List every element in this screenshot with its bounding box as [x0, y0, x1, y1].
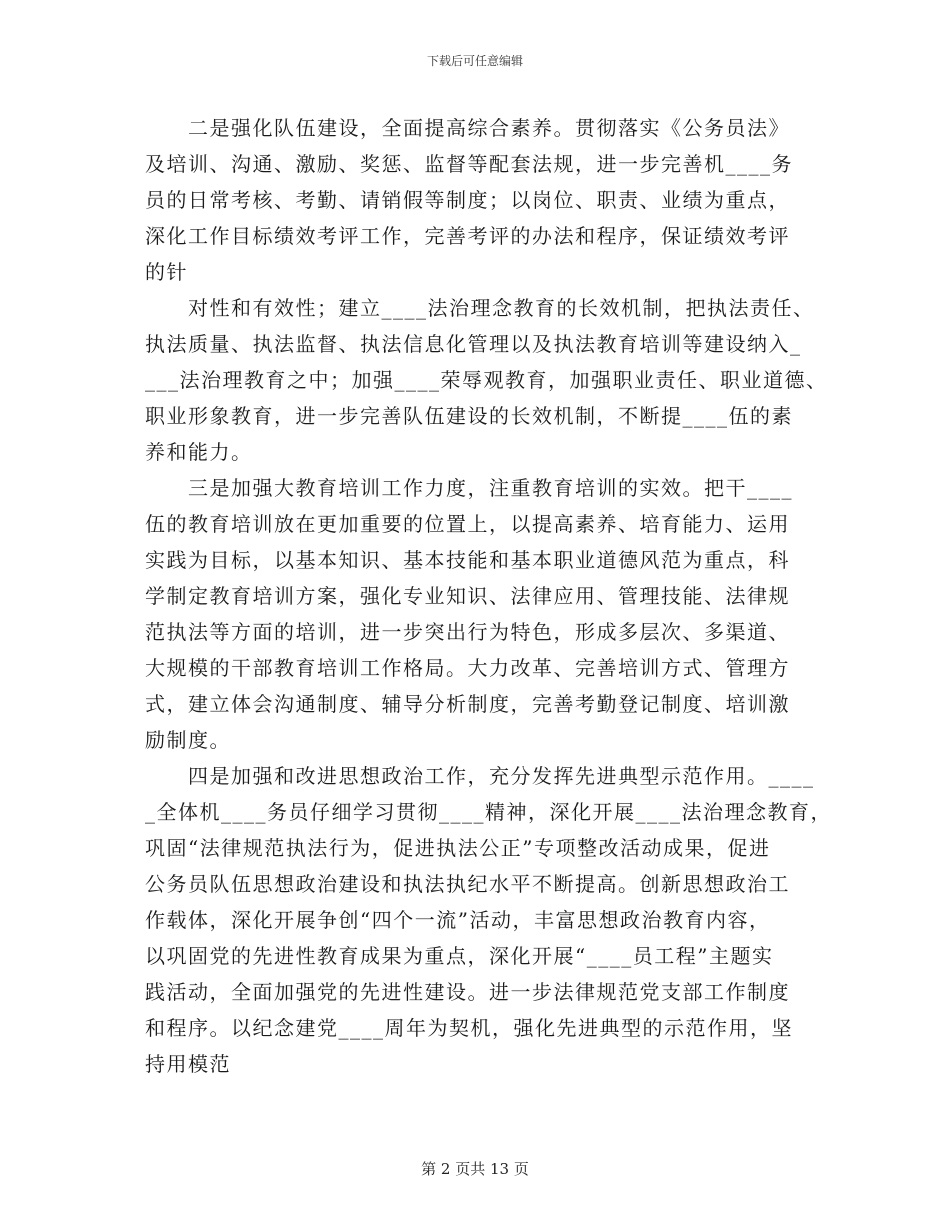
text-line: 式，建立体会沟通制度、辅导分析制度，完善考勤登记制度、培训激: [145, 692, 790, 716]
paragraph-1: [145, 110, 815, 290]
text-line: 巩固“法律规范执法行为，促进执法公正”专项整改活动成果，促进: [145, 836, 771, 860]
text-line: 励制度。: [145, 728, 231, 752]
text-line: 深化工作目标绩效考评工作，完善考评的办法和程序，保证绩效考评: [145, 224, 790, 248]
text-line: 公务员队伍思想政治建设和执法执纪水平不断提高。创新思想政治工: [145, 872, 790, 896]
text-line: 作载体，深化开展争创“四个一流”活动，丰富思想政治教育内容，: [145, 908, 771, 932]
text-line: 大规模的干部教育培训工作格局。大力改革、完善培训方式、管理方: [145, 656, 790, 680]
document-body: [145, 110, 832, 1082]
text-line: 员的日常考核、考勤、请销假等制度；以岗位、职责、业绩为重点，: [145, 188, 790, 212]
text-line: 范执法等方面的培训，进一步突出行为特色，形成多层次、多渠道、: [145, 620, 790, 644]
text-line: 伍的教育培训放在更加重要的位置上，以提高素养、培育能力、运用: [145, 512, 790, 536]
text-line: 执法质量、执法监督、执法信息化管理以及执法教育培训等建设纳入_: [145, 332, 802, 356]
header-note: 下载后可任意编辑: [426, 54, 523, 68]
text-line: 养和能力。: [145, 440, 253, 464]
text-line: 三是加强大教育培训工作力度，注重教育培训的实效。把干____: [145, 476, 793, 500]
text-line: 对性和有效性；建立____法治理念教育的长效机制，把执法责任、: [145, 296, 815, 320]
text-line: 的针: [145, 260, 188, 284]
text-line: 二是强化队伍建设，全面提高综合素养。贯彻落实《公务员法》: [145, 116, 790, 140]
page-number-footer: 第 2 页共 13 页: [421, 1160, 529, 1178]
text-line: 以巩固党的先进性教育成果为重点，深化开展“____员工程”主题实: [145, 944, 774, 968]
text-line: 践活动，全面加强党的先进性建设。进一步法律规范党支部工作制度: [145, 980, 790, 1004]
text-line: ___法治理教育之中；加强____荣辱观教育，加强职业责任、职业道德、: [145, 368, 828, 392]
paragraph-2: [145, 290, 828, 470]
text-line: 学制定教育培训方案，强化专业知识、法律应用、管理技能、法律规: [145, 584, 790, 608]
text-line: 及培训、沟通、激励、奖惩、监督等配套法规，进一步完善机____务: [145, 152, 793, 176]
text-line: 持用模范: [145, 1052, 231, 1076]
text-line: 实践为目标，以基本知识、基本技能和基本职业道德风范为重点，科: [145, 548, 790, 572]
text-line: 职业形象教育，进一步完善队伍建设的长效机制，不断提____伍的素: [145, 404, 793, 428]
text-line: 和程序。以纪念建党____周年为契机，强化先进典型的示范作用，坚: [145, 1016, 793, 1040]
paragraph-4: [145, 758, 832, 1082]
text-line: _全体机____务员仔细学习贯彻____精神，深化开展____法治理念教育，: [145, 800, 832, 824]
paragraph-3: [145, 470, 815, 758]
text-line: 四是加强和改进思想政治工作，充分发挥先进典型示范作用。____: [145, 764, 815, 788]
